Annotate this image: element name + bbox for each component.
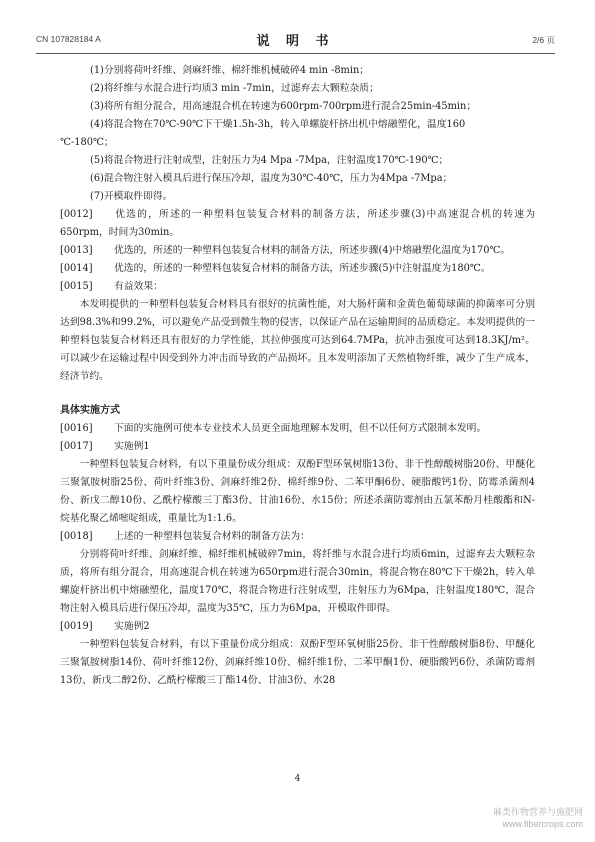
paragraph-text: 上述的一种塑料包装复合材料的制备方法为：	[114, 531, 310, 542]
paragraph-text: 实施例2	[114, 621, 150, 632]
paragraph-0013	[60, 242, 535, 260]
example-1-method: 分别将荷叶纤维、剑麻纤维、棉纤维机械破碎7min，将纤维与水混合进行均质6min，过滤弃去大颗粒杂质，将所有组分混合，用高速混合机在转速为650rpm进行混合30min，将混合物在80℃下干燥2h，转入单螺旋杆挤出机中熔融塑化，温度170℃，将混合物进行注射成型，注射压力为6Mpa，注射温度180℃，混合物注射入模具后进行保压冷却，温度为35℃，压力为6Mpa，开模取件即得。	[60, 549, 535, 614]
paragraph-0017	[60, 438, 535, 456]
step-7: (7)开模取件即得。	[90, 191, 173, 202]
paragraph-tag: [0014]	[60, 263, 93, 274]
document-title: 说 明 书	[256, 34, 335, 49]
paragraph-text: 优选的，所述的一种塑料包装复合材料的制备方法，所述步骤(5)中注射温度为180℃。	[114, 263, 491, 274]
example-1-composition: 一种塑料包装复合材料，有以下重量份成分组成：双酚F型环氧树脂13份、非干性醇酸树脂20份、甲醚化三聚氰胺树脂25份、荷叶纤维3份、剑麻纤维2份、棉纤维9份、二苯甲酮6份、硬脂酸钙1份、防霉杀菌剂4份、新戊二醇10份、乙酰柠檬酸三丁酯3份、甘油16份、水15份；所述杀菌防霉剂由五氯苯酚月桂酸酯和N-烷基化聚乙烯嘧啶组成，重量比为1:1.6。	[60, 459, 535, 524]
paragraph-text: 下面的实施例可使本专业技术人员更全面地理解本发明，但不以任何方式限制本发明。	[114, 423, 487, 434]
watermark-line-2: www.fibercrops.com	[502, 819, 583, 829]
page-number: 4	[294, 774, 301, 784]
step-1: (1)分别将荷叶纤维、剑麻纤维、棉纤维机械破碎4 min -8min；	[90, 65, 370, 76]
paragraph-text: 实施例1	[114, 441, 150, 452]
step-4-continued: ℃-180℃；	[60, 137, 114, 148]
watermark-line-1: 麻类作物营养与施肥网	[492, 807, 583, 817]
paragraph-tag: [0013]	[60, 245, 93, 256]
paragraph-text: 优选的，所述的一种塑料包装复合材料的制备方法，所述步骤(3)中高速混合机的转速为650rpm，时间为30min。	[60, 209, 535, 238]
step-4: (4)将混合物在70℃-90℃下干燥1.5h-3h，转入单螺旋杆挤出机中熔融塑化，温度160	[90, 119, 466, 130]
benefits-paragraph: 本发明提供的一种塑料包装复合材料具有很好的抗菌性能，对大肠杆菌和金黄色葡萄球菌的抑菌率可分别达到98.3%和99.2%，可以避免产品受到微生物的侵害，以保证产品在运输期间的品质稳定。本发明提供的一种塑料包装复合材料还具有很好的力学性能，其拉伸强度可达到64.7MPa，抗冲击强度可达到18.3KJ/m²。可以减少在运输过程中因受到外力冲击而导致的产品损坏。且本发明添加了天然植物纤维，减少了生产成本，经济节约。	[60, 299, 535, 382]
paragraph-0014	[60, 260, 535, 278]
section-heading: 具体实施方式	[60, 405, 120, 416]
step-6: (6)混合物注射入模具后进行保压冷却，温度为30℃-40℃，压力为4Mpa -7Mpa；	[90, 173, 453, 184]
watermark	[493, 806, 583, 830]
step-5: (5)将混合物进行注射成型，注射压力为4 Mpa -7Mpa，注射温度170℃-190℃；	[90, 155, 449, 166]
example-2-composition: 一种塑料包装复合材料，有以下重量份成分组成：双酚F型环氧树脂25份、非干性醇酸树脂8份、甲醚化三聚氰胺树脂14份、荷叶纤维12份、剑麻纤维10份、棉纤维1份、二苯甲酮1份、硬脂酸钙6份、杀菌防霉剂13份、新戊二醇2份、乙酰柠檬酸三丁酯14份、甘油3份、水28	[60, 639, 535, 686]
paragraph-0012	[60, 206, 535, 242]
header-divider	[36, 53, 555, 54]
paragraph-0015	[60, 278, 535, 296]
patent-number: CN 107828184 A	[36, 34, 101, 44]
paragraph-0018	[60, 528, 535, 546]
paragraph-tag: [0019]	[60, 621, 93, 632]
paragraph-text: 优选的，所述的一种塑料包装复合材料的制备方法，所述步骤(4)中熔融塑化温度为170℃。	[114, 245, 511, 256]
step-2: (2)将纤维与水混合进行均质3 min -7min，过滤弃去大颗粒杂质；	[90, 83, 379, 94]
step-3: (3)将所有组分混合，用高速混合机在转速为600rpm-700rpm进行混合25min-45min；	[90, 101, 477, 112]
paragraph-0016	[60, 420, 535, 438]
page-reference: 2/6 页	[532, 35, 555, 45]
paragraph-tag: [0015]	[60, 281, 93, 292]
paragraph-0019	[60, 618, 535, 636]
paragraph-tag: [0012]	[60, 209, 93, 220]
page-header	[36, 30, 555, 52]
paragraph-tag: [0016]	[60, 423, 93, 434]
document-body	[60, 62, 535, 690]
paragraph-tag: [0017]	[60, 441, 93, 452]
paragraph-tag: [0018]	[60, 531, 93, 542]
paragraph-text: 有益效果：	[114, 281, 163, 292]
